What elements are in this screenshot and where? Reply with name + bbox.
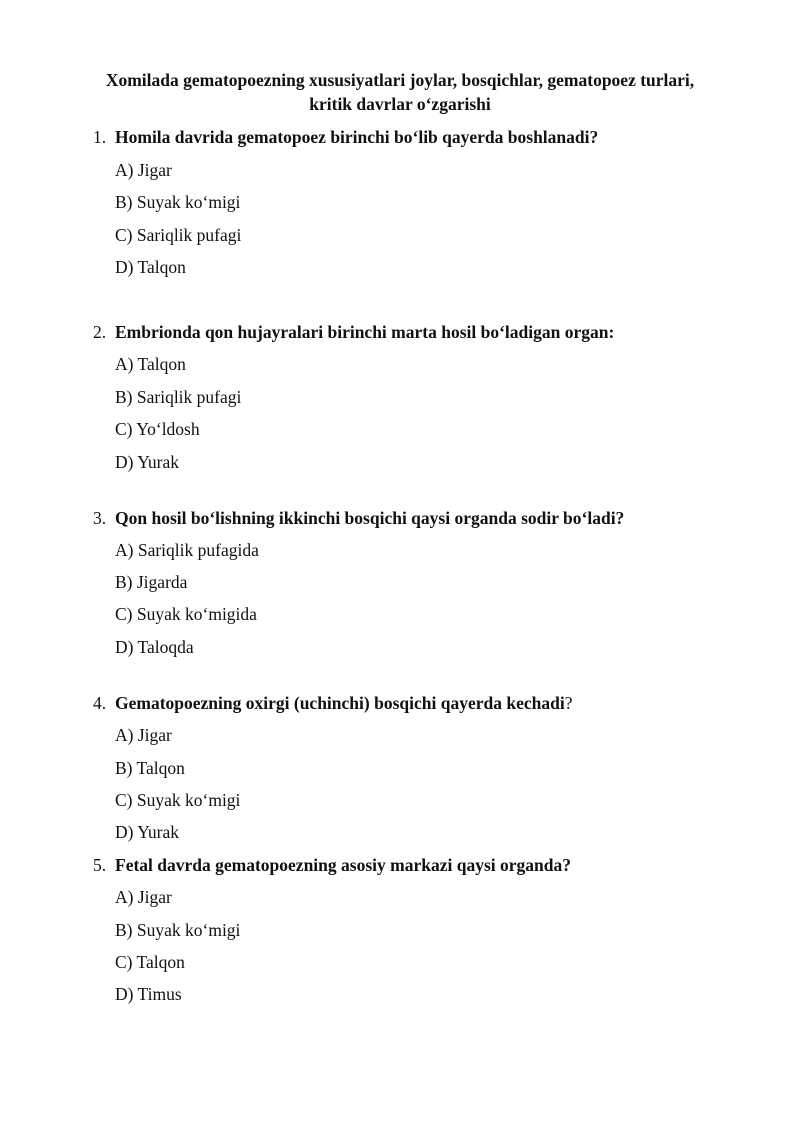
question-stem [93, 321, 614, 343]
answer-option-d[interactable]: D) Taloqda [115, 637, 194, 657]
question-stem [93, 126, 598, 148]
answer-option-b[interactable]: B) Suyak ko‘migi [115, 192, 241, 212]
question-number: 4. [93, 693, 107, 713]
answer-option-d[interactable]: D) Talqon [115, 257, 186, 277]
answer-option-a[interactable]: A) Jigar [115, 887, 172, 907]
title-line-2: kritik davrlar o‘zgarishi [309, 94, 491, 114]
question-number: 1. [93, 127, 107, 147]
question-stem [93, 507, 624, 529]
title-line-1: Xomilada gematopoezning xususiyatlari joylar, bosqichlar, gematopoez turlari, [105, 70, 695, 90]
answer-option-c[interactable]: C) Suyak ko‘migi [115, 790, 241, 810]
question-text: Fetal davrda gematopoezning asosiy markazi qaysi organda? [115, 855, 571, 875]
answer-option-d[interactable]: D) Yurak [115, 452, 179, 472]
answer-option-c[interactable]: C) Yo‘ldosh [115, 419, 200, 439]
answer-option-c[interactable]: C) Sariqlik pufagi [115, 225, 242, 245]
answer-option-a[interactable]: A) Jigar [115, 160, 172, 180]
question-text: Embrionda qon hujayralari birinchi marta hosil bo‘ladigan organ: [115, 322, 615, 342]
question-suffix: ? [564, 693, 573, 713]
answer-option-b[interactable]: B) Jigarda [115, 572, 188, 592]
question-number: 5. [93, 855, 107, 875]
question-number: 3. [93, 508, 107, 528]
answer-option-c[interactable]: C) Suyak ko‘migida [115, 604, 257, 624]
answer-option-b[interactable]: B) Talqon [115, 758, 185, 778]
answer-option-a[interactable]: A) Talqon [115, 354, 186, 374]
question-number: 2. [93, 322, 107, 342]
answer-option-b[interactable]: B) Sariqlik pufagi [115, 387, 242, 407]
question-text: Qon hosil bo‘lishning ikkinchi bosqichi qaysi organda sodir bo‘ladi? [115, 508, 625, 528]
answer-option-d[interactable]: D) Timus [115, 984, 182, 1004]
answer-option-b[interactable]: B) Suyak ko‘migi [115, 920, 241, 940]
answer-option-c[interactable]: C) Talqon [115, 952, 185, 972]
question-text: Homila davrida gematopoez birinchi bo‘lib qayerda boshlanadi? [115, 127, 599, 147]
answer-option-a[interactable]: A) Jigar [115, 725, 172, 745]
question-stem [93, 854, 571, 876]
question-text: Gematopoezning oxirgi (uchinchi) bosqichi qayerda kechadi [115, 693, 565, 713]
answer-option-d[interactable]: D) Yurak [115, 822, 179, 842]
document-title [60, 68, 740, 116]
answer-option-a[interactable]: A) Sariqlik pufagida [115, 540, 259, 560]
question-stem [93, 692, 572, 714]
